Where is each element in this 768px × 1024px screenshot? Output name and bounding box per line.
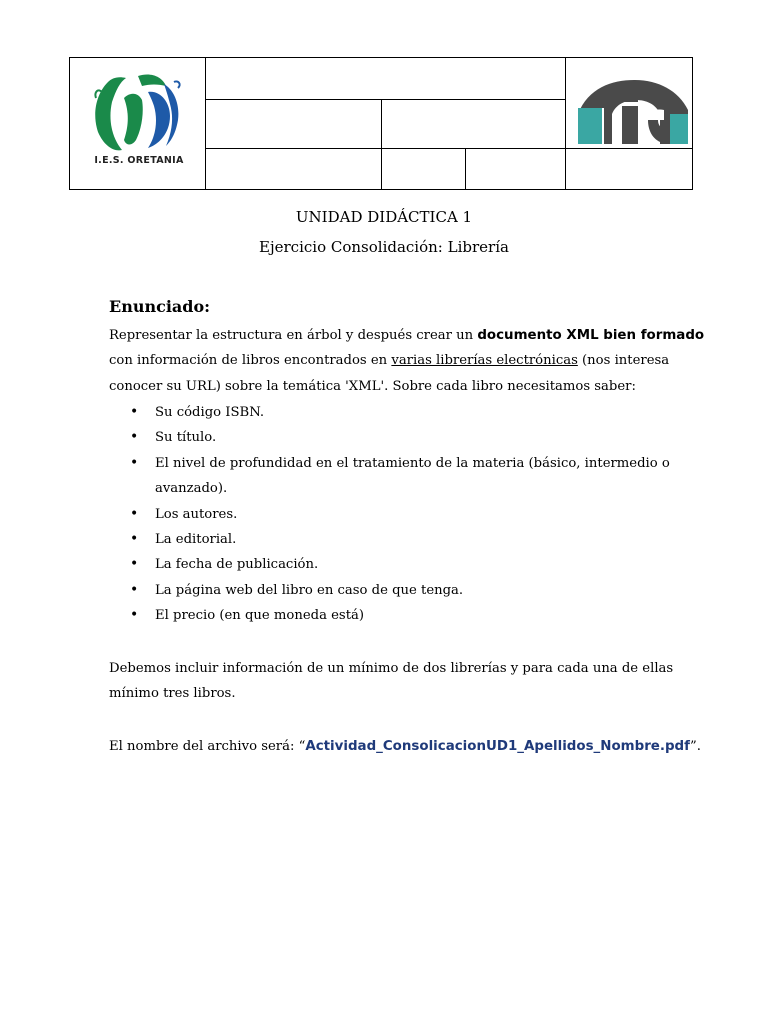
header-cell-divider xyxy=(205,57,206,190)
list-item: • La editorial. xyxy=(130,527,670,552)
list-item: • Su código ISBN. xyxy=(130,400,670,425)
intro-bold-text: documento XML bien formado xyxy=(477,328,705,343)
list-item: • Su título. xyxy=(130,425,670,450)
requirements-list xyxy=(130,400,670,629)
exercise-subtitle: Ejercicio Consolidación: Librería xyxy=(259,238,509,256)
intro-line-1 xyxy=(109,323,704,348)
section-heading: Enunciado: xyxy=(109,297,211,316)
intro-text: (nos interesa xyxy=(577,353,670,369)
requirement-paragraph xyxy=(109,656,673,707)
intro-line-2 xyxy=(109,348,704,373)
filename-text: Actividad_ConsolicacionUD1_Apellidos_Nombre.pdf xyxy=(305,739,690,754)
list-item-continuation: avanzado). xyxy=(155,481,228,497)
intro-line-3: conocer su URL) sobre la temática 'XML'. Sobre cada libro necesitamos saber: xyxy=(109,378,636,394)
logo-caption: I.E.S. ORETANIA xyxy=(94,155,184,166)
intro-underlined-text: varias librerías electrónicas xyxy=(391,353,578,369)
intro-paragraph xyxy=(109,323,704,399)
unit-title: UNIDAD DIDÁCTICA 1 xyxy=(295,208,473,226)
intro-text: con información de libros encontrados en xyxy=(109,353,392,369)
dic-logo xyxy=(572,74,690,154)
header-cell-divider xyxy=(465,148,466,190)
list-item: • El nivel de profundidad en el tratamiento de la materia (básico, intermedio o xyxy=(130,451,670,476)
intro-text: Representar la estructura en árbol y después crear un xyxy=(109,328,478,343)
list-item: • La página web del libro en caso de que tenga. xyxy=(130,578,670,603)
filename-prefix: El nombre del archivo será: “ xyxy=(109,739,306,754)
requirement-line: mínimo tres libros. xyxy=(109,686,236,702)
list-item: • Los autores. xyxy=(130,502,670,527)
filename-paragraph xyxy=(109,734,701,759)
header-cell-divider xyxy=(381,99,382,190)
header-cell-divider xyxy=(205,99,565,100)
requirement-line: Debemos incluir información de un mínimo de dos librerías y para cada una de ellas xyxy=(109,661,674,676)
header-cell-divider xyxy=(565,57,566,190)
filename-suffix: ”. xyxy=(689,739,701,754)
list-item: • La fecha de publicación. xyxy=(130,552,670,577)
list-item: • El precio (en que moneda está) xyxy=(130,603,670,628)
